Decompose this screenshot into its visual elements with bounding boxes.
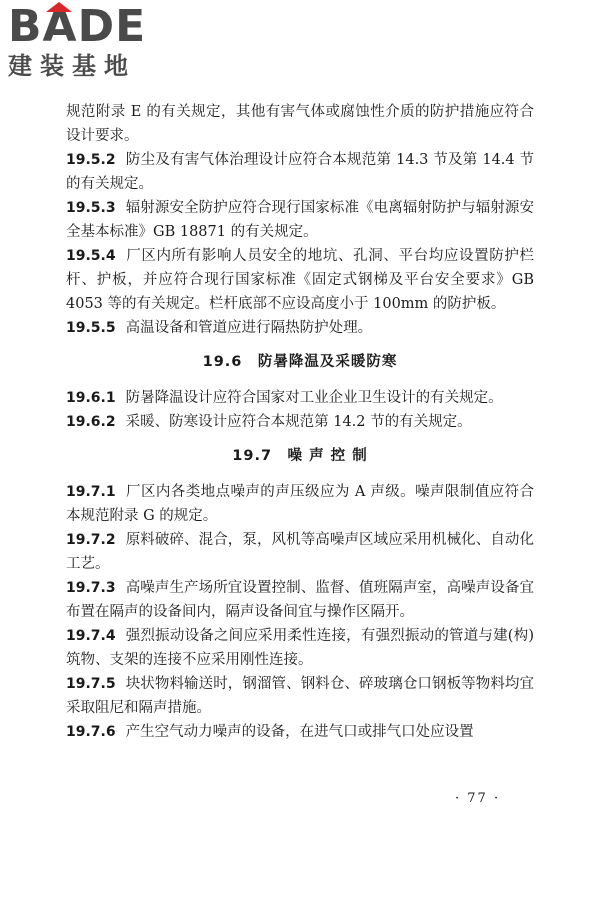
page-body xyxy=(66,100,534,744)
clause-19-5-3: 19.5.3 辐射源安全防护应符合现行国家标准《电离辐射防护与辐射源安全基本标准》GB 18871 的有关规定。 xyxy=(66,200,534,240)
clause-19-7-2: 19.7.2 原料破碎、混合，泵，风机等高噪声区域应采用机械化、自动化工艺。 xyxy=(66,532,534,572)
clause-19-5-4: 19.5.4 厂区内所有影响人员安全的地坑、孔洞、平台均应设置防护栏杆、护板，并应符合现行国家标准《固定式钢梯及平台安全要求》GB 4053 等的有关规定。栏杆底部不应设高度小于 100mm 的防护板。 xyxy=(66,248,534,312)
page-number: · 77 · xyxy=(455,791,501,806)
clause-19-7-6: 19.7.6 产生空气动力噪声的设备，在进气口或排气口处应设置 xyxy=(66,724,474,740)
clause-19-7-4: 19.7.4 强烈振动设备之间应采用柔性连接，有强烈振动的管道与建(构)筑物、支架的连接不应采用刚性连接。 xyxy=(66,628,534,668)
section-heading-19-7: 19.7 噪 声 控 制 xyxy=(232,448,368,464)
clause-19-7-5: 19.7.5 块状物料输送时，钢溜管、钢料仓、碎玻璃仓口钢板等物料均宜采取阻尼和隔声措施。 xyxy=(66,676,534,716)
logo-subtitle: 建装基地 xyxy=(8,52,136,80)
clause-19-6-1: 19.6.1 防暑降温设计应符合国家对工业企业卫生设计的有关规定。 xyxy=(66,390,503,406)
clause-19-6-2: 19.6.2 采暖、防寒设计应符合本规范第 14.2 节的有关规定。 xyxy=(66,414,472,430)
clause-19-5-5: 19.5.5 高温设备和管道应进行隔热防护处理。 xyxy=(66,320,373,336)
clause-19-7-3: 19.7.3 高噪声生产场所宜设置控制、监督、值班隔声室，高噪声设备宜布置在隔声的设备间内，隔声设备间宜与操作区隔开。 xyxy=(66,580,534,620)
section-heading-19-6: 19.6 防暑降温及采暖防寒 xyxy=(202,354,398,370)
logo-roof-icon xyxy=(46,2,72,12)
clause-19-5-2: 19.5.2 防尘及有害气体治理设计应符合本规范第 14.3 节及第 14.4 节的有关规定。 xyxy=(66,152,534,192)
clause-19-7-1: 19.7.1 厂区内各类地点噪声的声压级应为 A 声级。噪声限制值应符合本规范附录 G 的规定。 xyxy=(66,484,534,524)
paragraph: 规范附录 E 的有关规定，其他有害气体或腐蚀性介质的防护措施应符合设计要求。 xyxy=(66,104,534,144)
logo-brand: BADE xyxy=(8,1,147,52)
logo xyxy=(8,1,178,84)
